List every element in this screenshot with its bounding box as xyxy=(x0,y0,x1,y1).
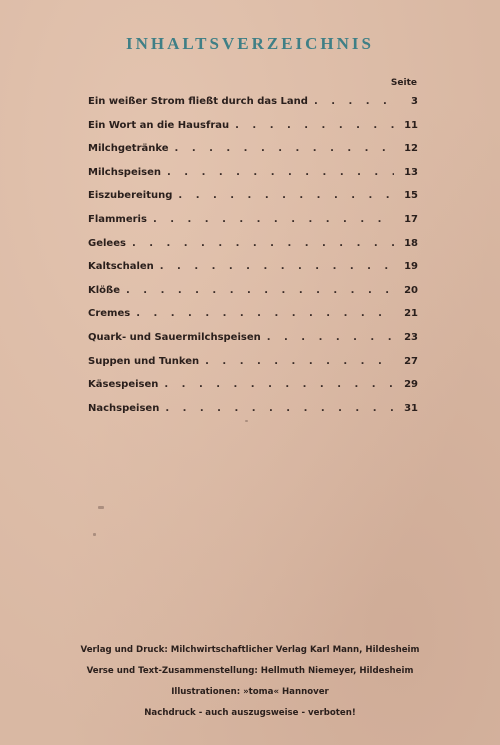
leader-dots xyxy=(153,214,394,225)
toc-entry-page: 31 xyxy=(404,402,418,414)
toc-entry-title: Suppen und Tunken xyxy=(88,355,200,367)
leader-dots xyxy=(136,308,394,319)
toc-entry-page: 17 xyxy=(404,213,418,225)
toc-entry-title: Flammeris xyxy=(88,213,147,225)
toc-entry xyxy=(88,120,418,144)
toc-entry-title: Milchgetränke xyxy=(88,143,169,155)
leader-dots xyxy=(235,120,394,131)
toc-entry xyxy=(88,261,418,285)
paper-speck xyxy=(245,420,248,422)
toc-entry-title: Cremes xyxy=(88,308,131,320)
imprint-publisher: Verlag und Druck: Milchwirtschaftlicher Verlag Karl Mann, Hildesheim xyxy=(80,645,420,655)
leader-dots xyxy=(126,285,394,296)
toc-entry xyxy=(88,332,418,356)
leader-dots xyxy=(165,403,394,414)
toc-entry-title: Milchspeisen xyxy=(88,166,162,178)
toc-entry-page: 18 xyxy=(404,237,418,249)
leader-dots xyxy=(267,332,394,343)
toc-entry-page: 15 xyxy=(404,190,418,202)
toc-entry xyxy=(88,214,418,238)
toc-entry xyxy=(88,143,418,167)
toc-entry xyxy=(88,308,418,332)
toc-entry-title: Quark- und Sauermilchspeisen xyxy=(88,331,261,343)
imprint-copyright: Nachdruck - auch auszugsweise - verboten! xyxy=(144,708,356,718)
toc-entry-title: Eiszubereitung xyxy=(88,190,173,202)
toc-entry-title: Kaltschalen xyxy=(88,261,154,273)
toc-entry-page: 12 xyxy=(404,143,418,155)
leader-dots xyxy=(175,143,394,154)
toc-entry xyxy=(88,96,418,120)
leader-dots xyxy=(160,261,394,272)
toc-entry-title: Ein Wort an die Hausfrau xyxy=(88,119,230,131)
leader-dots xyxy=(314,96,394,107)
leader-dots xyxy=(178,190,394,201)
seite-label: Seite xyxy=(390,78,417,88)
toc-entry-page: 3 xyxy=(411,96,418,107)
leader-dots xyxy=(205,356,394,367)
toc-entry-title: Käsespeisen xyxy=(88,379,159,391)
toc-entry xyxy=(88,403,418,427)
toc-entry xyxy=(88,190,418,214)
toc-entry-page: 23 xyxy=(404,331,418,343)
table-of-contents xyxy=(88,96,418,426)
toc-entry xyxy=(88,167,418,191)
leader-dots xyxy=(164,379,394,390)
imprint-illustrations: Illustrationen: »toma« Hannover xyxy=(171,687,329,697)
toc-entry xyxy=(88,238,418,262)
leader-dots xyxy=(132,238,394,249)
imprint xyxy=(0,645,500,729)
imprint-text-credit: Verse und Text-Zusammenstellung: Hellmuth Niemeyer, Hildesheim xyxy=(86,666,414,676)
toc-entry-page: 11 xyxy=(404,119,418,131)
toc-entry-title: Gelees xyxy=(88,237,126,249)
toc-entry-page: 27 xyxy=(404,355,418,367)
toc-entry-page: 13 xyxy=(404,166,418,178)
paper-speck xyxy=(93,533,96,536)
toc-entry-title: Nachspeisen xyxy=(88,402,160,414)
toc-entry-title: Klöße xyxy=(88,284,121,296)
toc-entry xyxy=(88,379,418,403)
paper-speck xyxy=(98,506,104,509)
toc-entry-title: Ein weißer Strom fließt durch das Land xyxy=(88,96,308,107)
toc-entry-page: 19 xyxy=(404,261,418,273)
toc-entry-page: 20 xyxy=(404,284,418,296)
toc-entry-page: 21 xyxy=(404,308,418,320)
toc-entry xyxy=(88,356,418,380)
toc-entry xyxy=(88,285,418,309)
toc-entry-page: 29 xyxy=(404,379,418,391)
leader-dots xyxy=(167,167,394,178)
page-title: INHALTSVERZEICHNIS xyxy=(126,34,374,53)
